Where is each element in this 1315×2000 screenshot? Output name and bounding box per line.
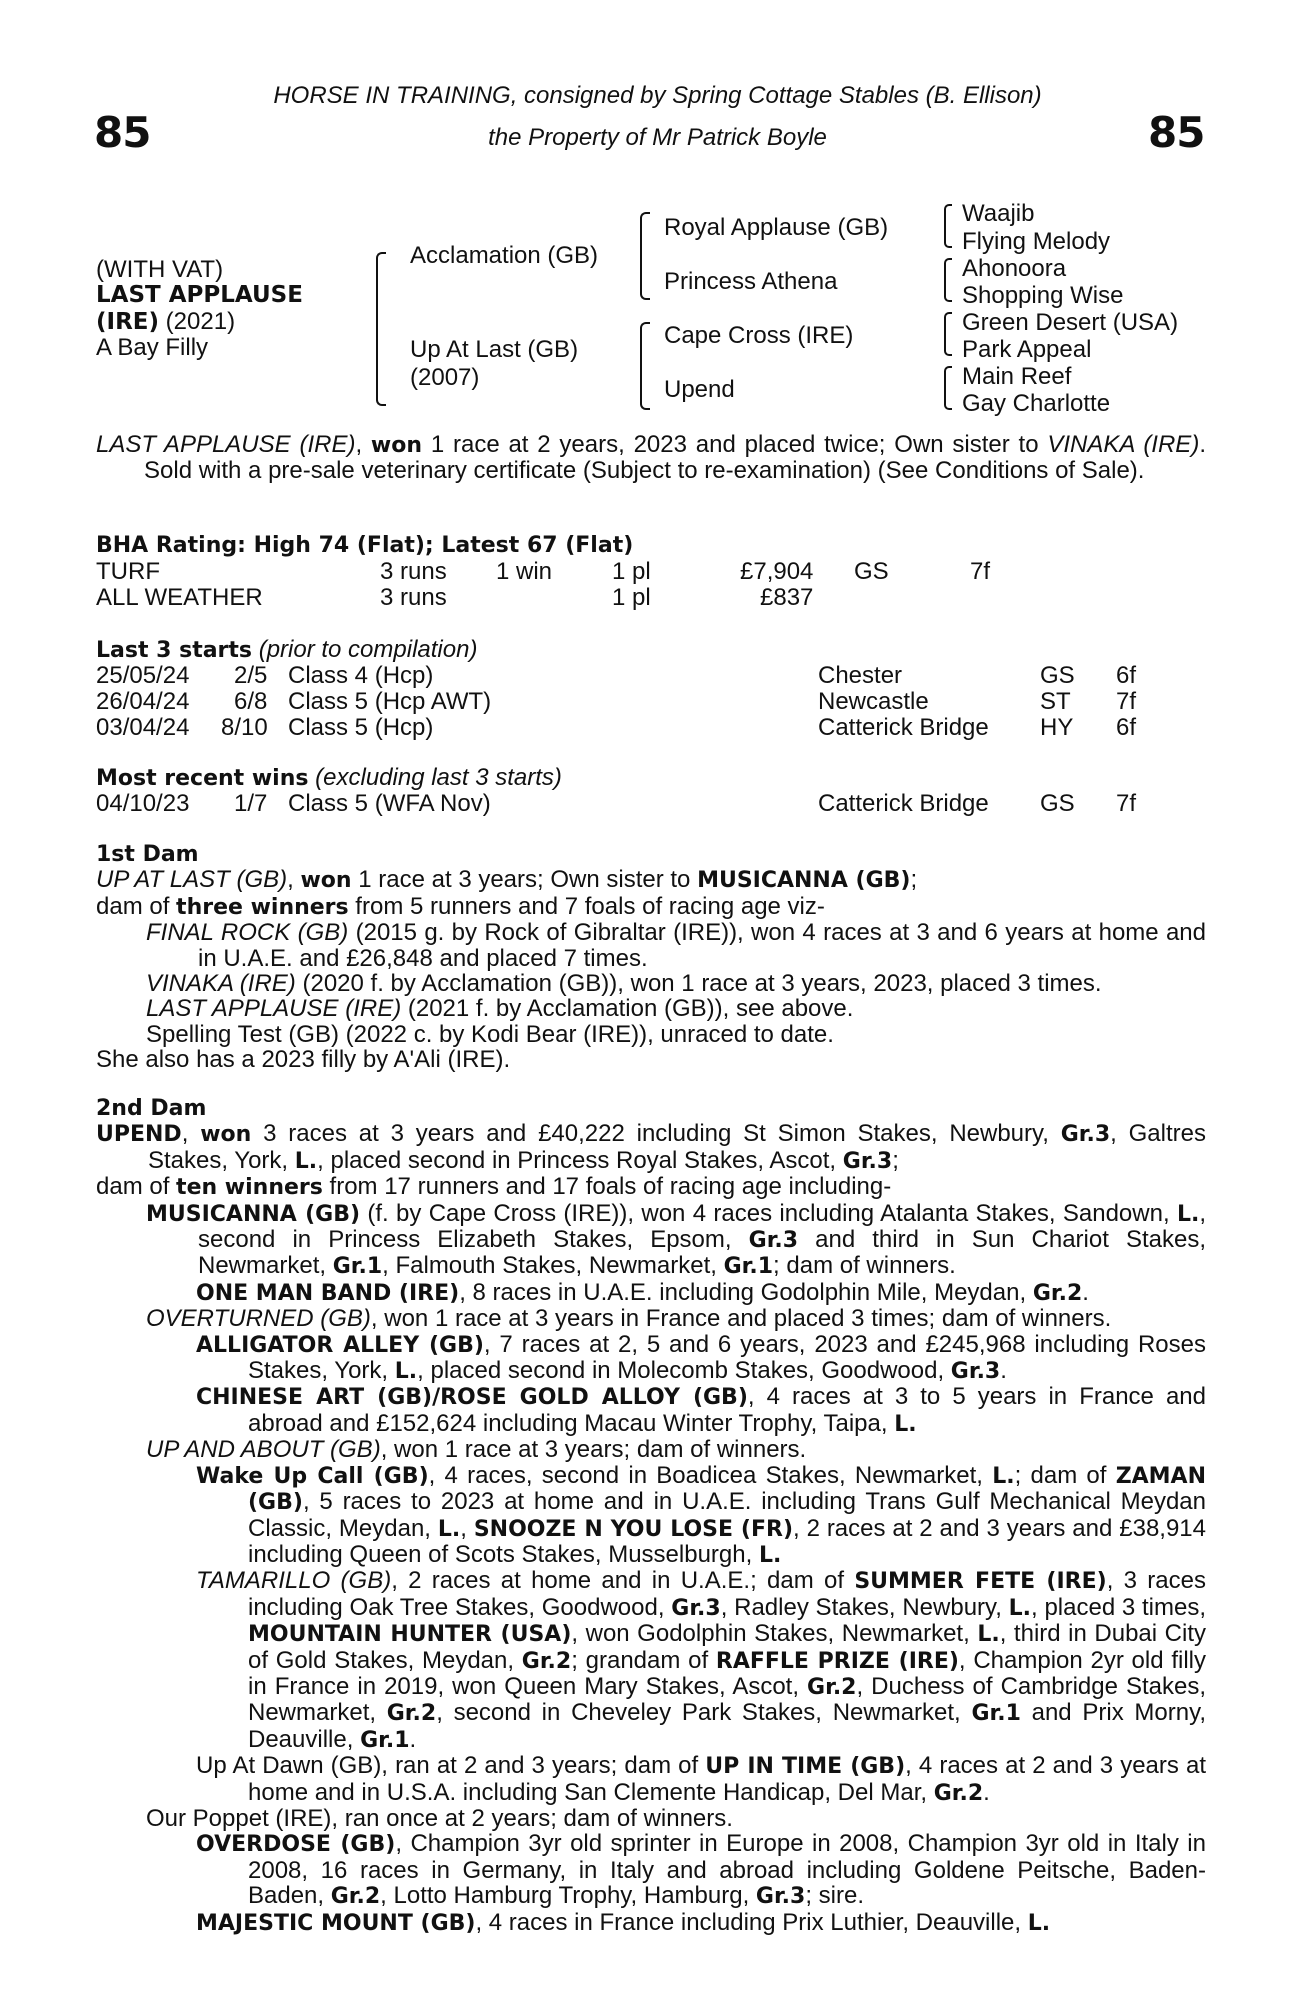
second-dam-record: UPEND, won 3 races at 3 years and £40,222 including St Simon Stakes, Newbury, Gr.3, Galtres Stakes, York, L., placed second in Princess Royal Stakes, Ascot, Gr.3; [96,1120,1206,1174]
dam-sire: Cape Cross (IRE) [664,322,854,349]
text: . [1000,1357,1007,1385]
first-dam-sister: MUSICANNA (GB) [697,868,911,894]
produce-entry: Our Poppet (IRE), ran once at 2 years; dam of winners. [146,1804,733,1832]
text: ; sire. [805,1882,865,1910]
start-course: Catterick Bridge [818,714,989,741]
grade: L. [394,1359,418,1385]
foal-entry [96,996,1206,1021]
text: ; dam of [1014,1461,1116,1489]
ggs-8: Gay Charlotte [962,390,1111,417]
last3-title [96,636,477,664]
second-dam-produce [96,1174,1206,1200]
produce-entry [96,1280,1206,1306]
won: won [200,1122,252,1148]
pedigree-brace-main [376,252,386,406]
pedigree-brace-sire [640,212,650,300]
produce-entry [96,1384,1206,1437]
second-dam-section [96,1096,1206,1936]
text: and third in Sun Chariot Stakes, Newmarket, [198,1226,1206,1280]
text: . [1082,1278,1089,1306]
produce-entry [96,1332,1206,1385]
start-going: HY [1040,714,1074,741]
first-dam-also: She also has a 2023 filly by A'Ali (IRE). [96,1046,511,1074]
grade: L. [1176,1201,1200,1227]
grade: L. [992,1463,1015,1489]
grade: Gr.3 [755,1884,806,1910]
horse-name: ZAMAN (GB) [248,1463,1206,1516]
start-distance: 6f [1116,662,1137,689]
recent-title [96,764,562,792]
text: , 8 races in U.A.E. including Godolphin Mile, Meydan, [459,1278,1033,1306]
horse-name: CHINESE ART (GB)/ROSE GOLD ALLOY (GB) [196,1385,748,1411]
text: 3 races at 3 years and £40,222 including St Simon Stakes, Newbury, [251,1120,1061,1148]
first-dam-title: 1st Dam [96,842,199,867]
text: Up At Dawn (GB), ran at 2 and 3 years; dam of [196,1752,706,1780]
foal-text: (2020 f. by Acclamation (GB)), won 1 race at 3 years, 2023, placed 3 times. [295,970,1102,998]
foal-name: FINAL ROCK (GB) [146,919,349,947]
first-dam-text: ; [910,866,918,894]
sire-dam: Princess Athena [664,268,838,295]
grade: L. [1008,1595,1032,1621]
recent-distance: 7f [1116,790,1137,817]
text: , third in Dubai City of Gold Stakes, Meydan, [248,1620,1206,1674]
winners-count: three winners [176,894,349,920]
first-dam-text: 1 race at 3 years; Own sister to [351,866,698,894]
horse-name: SUMMER FETE (IRE) [854,1569,1107,1595]
foal-entry [96,971,1206,996]
foal-entry [96,920,1206,971]
dam-year: (2007) [410,364,480,391]
text: , Radley Stakes, Newbury, [720,1593,1009,1621]
text: dam of [96,1173,177,1201]
dam-name: Up At Last (GB) [410,336,579,363]
rating-money: £837 [760,584,814,611]
produce-entry [96,1753,1206,1806]
horse-name: TAMARILLO (GB) [196,1567,392,1595]
foal-name: VINAKA (IRE) [146,970,296,998]
grade: Gr.3 [748,1228,799,1254]
start-date: 26/04/24 [96,688,190,715]
start-class: Class 4 (Hcp) [288,662,434,689]
text: , won 1 race at 3 years in France and placed 3 times; dam of winners. [370,1305,1112,1333]
produce-entry [96,1306,1206,1331]
second-dam-title: 2nd Dam [96,1096,207,1121]
produce-entry [96,1201,1206,1280]
text: , 4 races at 2 and 3 years at home and in U.S.A. including San Clemente Handicap, Del Mar, [248,1752,1206,1806]
recent-course: Catterick Bridge [818,790,989,817]
text: , second in Cheveley Park Stakes, Newmarket, [436,1699,972,1727]
grade: Gr.2 [807,1674,857,1700]
start-date: 25/05/24 [96,662,190,689]
text: from 17 runners and 17 foals of racing age including- [322,1173,892,1201]
text: , 3 races including Oak Tree Stakes, Goodwood, [248,1567,1206,1621]
horse-name: MUSICANNA (GB) [146,1201,361,1227]
rating-money: £7,904 [740,558,814,585]
rating-going: GS [854,558,889,585]
grade: L. [977,1622,1000,1648]
text: , 4 races at 3 to 5 years in France and abroad and £152,624 including Macau Winter Trophy, Taipa, [248,1383,1207,1437]
text: ; dam of winners. [773,1252,956,1280]
text: , won 1 race at 3 years; dam of winners. [380,1436,807,1464]
text: , placed 3 times, [1031,1593,1207,1621]
text: , Champion 3yr old sprinter in Europe in 2008, Champion 3yr old in Italy in 2008, 16 races in Germany, in Italy and abroad including Goldene Peitsche, Baden-Baden, [248,1830,1206,1910]
text: , second in Princess Elizabeth Stakes, Epsom, [198,1199,1206,1254]
ggs-1: Waajib [962,200,1035,227]
sire-sire: Royal Applause (GB) [664,214,889,241]
grade: Gr.3 [950,1359,1001,1385]
foal-text: (2015 g. by Rock of Gibraltar (IRE)), won 4 races at 3 and 6 years at home and in U.A.E. and £26,848 and placed 7 times. [198,919,1207,972]
text: , placed second in Princess Royal Stakes, Ascot, [317,1146,843,1174]
rating-placed: 1 pl [612,584,651,611]
text: (f. by Cape Cross (IRE)), won 4 races including Atalanta Stakes, Sandown, [360,1199,1177,1227]
horse-name: Wake Up Call (GB) [196,1463,429,1489]
recent-date: 04/10/23 [96,790,190,817]
text: . [983,1778,990,1806]
rating-distance: 7f [970,558,991,585]
first-dam-produce [96,894,1206,920]
produce-entry [96,1568,1206,1753]
horse-name: MAJESTIC MOUNT (GB) [196,1910,476,1936]
produce-entry: Wake Up Call (GB), 4 races, second in Boadicea Stakes, Newmarket, L.; dam of ZAMAN (GB), 5 races to 2023 at home and in U.A.E. including Trans Gulf Mechanical Meydan Classic, Meydan, L., SNOOZE N YOU LOSE (FR), 2 races at 2 and 3 years and £38,914 including Queen of Scots Stakes, Musselburgh, L. [196,1461,1206,1568]
text: , 4 races in France including Prix Luthier, Deauville, [475,1908,1028,1936]
grade: Gr.1 [332,1254,383,1280]
horse-origin-year [96,308,235,336]
grade: Gr.2 [933,1780,984,1806]
horse-name: SNOOZE N YOU LOSE (FR) [473,1516,794,1542]
summary-won: won [370,433,423,458]
grade: Gr.1 [971,1701,1021,1727]
pedigree-brace-gs2 [944,258,952,302]
text: from 5 runners and 7 foals of racing age viz- [348,892,825,920]
ggs-6: Park Appeal [962,336,1092,363]
rating-surface: TURF [96,558,160,585]
first-dam-section [96,842,1206,1073]
rating-runs: 3 runs [380,584,447,611]
start-course: Chester [818,662,903,689]
start-distance: 6f [1116,714,1137,741]
rating-wins: 1 win [496,558,553,585]
foal-name: LAST APPLAUSE (IRE) [146,995,402,1023]
grade: Gr.2 [521,1648,572,1674]
grade: Gr.3 [1060,1122,1111,1148]
text: and Prix Morny, Deauville, [248,1699,1206,1753]
text: , won Godolphin Stakes, Newmarket, [571,1620,978,1648]
winners-count: ten winners [176,1175,323,1201]
start-class: Class 5 (Hcp) [288,714,434,741]
text: . [409,1725,417,1753]
horse-name: RAFFLE PRIZE (IRE) [715,1648,959,1674]
foal-entry: Spelling Test (GB) (2022 c. by Kodi Bear (IRE)), unraced to date. [146,1020,834,1048]
horse-name: UP AND ABOUT (GB) [146,1436,381,1464]
summary-text2: . Sold with a pre-sale veterinary certificate (Subject to re-examination) (See Conditions of Sale). [144,431,1206,485]
pedigree-brace-gs3 [944,312,952,356]
summary-text1: 1 race at 2 years, 2023 and placed twice; Own sister to [422,431,1048,458]
last3-title-note: (prior to compilation) [252,636,478,663]
produce-entry [96,1910,1206,1936]
recent-going: GS [1040,790,1075,817]
text: , 2 races at home and in U.A.E.; dam of [391,1567,855,1595]
start-distance: 7f [1116,688,1137,715]
grade: Gr.3 [842,1148,893,1174]
recent-title-bold: Most recent wins [96,766,309,791]
summary-sister: VINAKA (IRE) [1047,431,1200,458]
horse-description: A Bay Filly [96,334,209,361]
text: dam of [96,892,177,920]
rating-surface: ALL WEATHER [96,584,263,611]
start-position: 2/5 [234,662,268,689]
text: , Falmouth Stakes, Newmarket, [382,1252,724,1280]
second-dam-name: UPEND [96,1122,182,1148]
horse-summary: LAST APPLAUSE (IRE), won 1 race at 2 years, 2023 and placed twice; Own sister to VINAKA (IRE). Sold with a pre-sale veterinary certificate (Subject to re-examination) (See Conditions of Sale). [96,431,1206,485]
recent-class: Class 5 (WFA Nov) [288,790,491,817]
first-dam-name: UP AT LAST (GB) [96,866,288,894]
text: , Galtres Stakes, York, [148,1120,1206,1174]
pedigree-brace-gs1 [944,204,952,248]
grade: Gr.2 [386,1701,437,1727]
ggs-2: Flying Melody [962,228,1111,255]
lot-number-left: 85 [94,108,151,157]
grade: Gr.1 [723,1254,774,1280]
sire-name: Acclamation (GB) [410,242,599,269]
start-class: Class 5 (Hcp AWT) [288,688,492,715]
foal-text: (2021 f. by Acclamation (GB)), see above. [401,995,854,1023]
pedigree-brace-gs4 [944,366,952,410]
start-date: 03/04/24 [96,714,190,741]
horse-year: (2021) [159,308,236,335]
grade: L. [894,1411,917,1437]
rating-placed: 1 pl [612,558,651,585]
summary-name: LAST APPLAUSE (IRE) [96,431,356,458]
recent-position: 1/7 [234,790,268,817]
grade: L. [294,1148,318,1174]
property-line: the Property of Mr Patrick Boyle [488,124,827,151]
grade: Gr.2 [330,1884,381,1910]
ggs-4: Shopping Wise [962,282,1124,309]
dam-dam: Upend [664,376,735,403]
text: , 7 races at 2, 5 and 6 years, 2023 and £245,968 including Roses Stakes, York, [248,1330,1206,1385]
horse-name: OVERDOSE (GB) [196,1832,396,1858]
start-course: Newcastle [818,688,929,715]
first-dam-line: UP AT LAST (GB), won 1 race at 3 years; Own sister to MUSICANNA (GB); [96,866,918,894]
grade: Gr.1 [360,1727,410,1753]
pedigree-brace-dam [640,322,650,410]
start-going: ST [1040,688,1071,715]
grade: L. [1027,1910,1051,1936]
text: , 2 races at 2 and 3 years and £38,914 including Queen of Scots Stakes, Musselburgh, [248,1514,1206,1568]
lot-number-right: 85 [1148,108,1205,157]
ggs-7: Main Reef [962,363,1072,390]
text: ; grandam of [571,1646,716,1674]
horse-origin: (IRE) [96,309,160,335]
first-dam-won: won [300,868,352,894]
text: , Lotto Hamburg Trophy, Hamburg, [380,1882,756,1910]
grade: L. [758,1542,782,1568]
horse-name: UP IN TIME (GB) [705,1754,906,1780]
rating-runs: 3 runs [380,558,447,585]
horse-name: ALLIGATOR ALLEY (GB) [196,1332,484,1358]
start-position: 6/8 [234,688,268,715]
consignor-line: HORSE IN TRAINING, consigned by Spring Cottage Stables (B. Ellison) [273,82,1042,109]
text: , Champion 2yr old filly in France in 2019, won Queen Mary Stakes, Ascot, [248,1646,1206,1700]
grade: Gr.2 [1032,1280,1083,1306]
rating-title: BHA Rating: High 74 (Flat); Latest 67 (Flat) [96,533,634,558]
ggs-5: Green Desert (USA) [962,309,1179,336]
horse-name: LAST APPLAUSE [96,282,303,308]
produce-entry [96,1437,1206,1462]
text: ; [892,1146,899,1174]
horse-name: MOUNTAIN HUNTER (USA) [248,1622,572,1648]
text: , placed second in Molecomb Stakes, Goodwood, [417,1357,951,1385]
horse-name: OVERTURNED (GB) [146,1305,371,1333]
ggs-3: Ahonoora [962,255,1067,282]
vat-label: (WITH VAT) [96,256,224,283]
produce-entry [96,1831,1206,1909]
horse-name: ONE MAN BAND (IRE) [196,1280,460,1306]
start-position: 8/10 [221,714,268,741]
text: , 4 races, second in Boadicea Stakes, Newmarket, [428,1461,993,1489]
text: , Duchess of Cambridge Stakes, Newmarket, [248,1672,1207,1727]
grade: L. [437,1516,461,1542]
start-going: GS [1040,662,1075,689]
text: , 5 races to 2023 at home and in U.A.E. including Trans Gulf Mechanical Meydan Classic, Meydan, [248,1488,1206,1542]
last3-title-bold: Last 3 starts [96,638,253,663]
recent-title-note: (excluding last 3 starts) [308,764,562,791]
grade: Gr.3 [671,1595,721,1621]
